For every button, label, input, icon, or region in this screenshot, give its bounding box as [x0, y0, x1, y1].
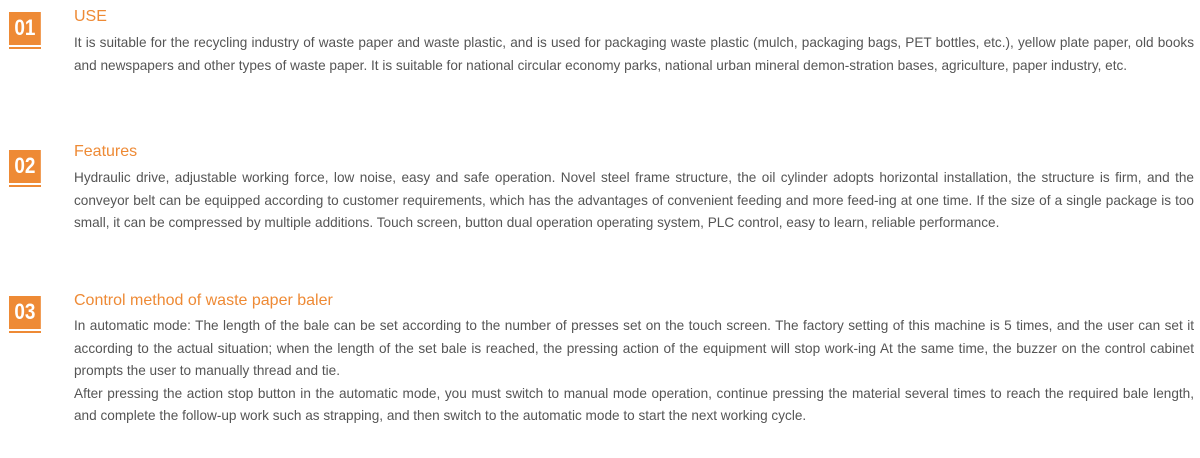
- badge-underline: [9, 47, 41, 49]
- section-paragraph: In automatic mode: The length of the bale can be set according to the number of presses set on the touch screen. The factory setting of this machine is 5 times, and the user can set it according to the actual situation; when the length of the set bale is reached, the pressing action of the equipment will stop work-ing At the same time, the buzzer on the control cabinet prompts the user to manually thread and tie.: [74, 318, 1194, 378]
- section-number-badge: 02: [9, 150, 41, 183]
- badge-underline: [9, 185, 41, 187]
- section-number-badge: 03: [9, 296, 41, 329]
- section-heading: Features: [74, 143, 138, 160]
- section-body: [74, 315, 1194, 428]
- section-paragraph: It is suitable for the recycling industry of waste paper and waste plastic, and is used for packaging waste plastic (mulch, packaging bags, PET bottles, etc.), yellow plate paper, old books and newspapers and other types of waste paper. It is suitable for national circular economy parks, national urban mineral demon-stration bases, agriculture, paper industry, etc.: [74, 35, 1194, 73]
- section-paragraph: After pressing the action stop button in the automatic mode, you must switch to manual mode operation, continue pressing the material several times to reach the required bale length, and complete the follow-up work such as strapping, and then switch to the automatic mode to start the next working cycle.: [74, 385, 1194, 423]
- section-number-badge: 01: [9, 12, 41, 45]
- badge-underline: [9, 331, 41, 333]
- section-body: [74, 32, 1194, 77]
- section-heading: Control method of waste paper baler: [74, 292, 333, 309]
- section-body: [74, 167, 1194, 235]
- section-paragraph: Hydraulic drive, adjustable working force, low noise, easy and safe operation. Novel steel frame structure, the oil cylinder adopts horizontal installation, the structure is firm, and the conveyor belt can be equipped according to customer requirements, which has the advantages of convenient feeding and more feed-ing at one time. If the size of a single package is too small, it can be compressed by multiple additions. Touch screen, button dual operation operating system, PLC control, easy to learn, reliable performance.: [74, 170, 1194, 230]
- section-heading: USE: [74, 8, 107, 25]
